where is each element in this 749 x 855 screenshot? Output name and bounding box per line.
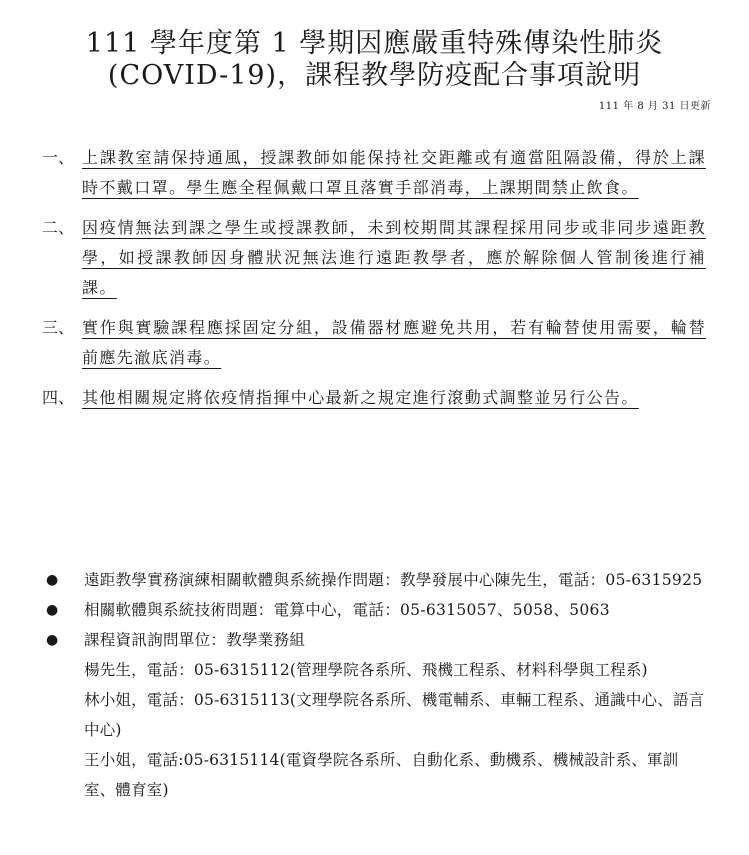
rule-text: 上課教室請保持通風，授課教師如能保持社交距離或有適當阻隔設備，得於上課時不戴口罩。學生應全程佩戴口罩且落實手部消毒，上課期間禁止飲食。 bbox=[82, 148, 706, 197]
update-date: 111 年 8 月 31 日更新 bbox=[598, 101, 711, 112]
contact-yang: 楊先生，電話：05-6315112(管理學院各系所、飛機工程系、材料科學與工程系) bbox=[84, 661, 648, 679]
rule-item-4 bbox=[42, 383, 706, 413]
contact-list bbox=[46, 565, 706, 805]
title-line-1: 111 學年度第 1 學期因應嚴重特殊傳染性肺炎 bbox=[85, 28, 664, 59]
title-line-2: (COVID-19)，課程教學防疫配合事項說明 bbox=[107, 60, 642, 91]
rule-item-3 bbox=[42, 313, 706, 373]
rule-number: 一、 bbox=[42, 148, 75, 167]
bullet-icon: ● bbox=[46, 572, 59, 588]
contact-lin: 林小姐，電話：05-6315113(文理學院各系所、機電輔系、車輛工程系、通識中心、語言中心) bbox=[84, 691, 705, 739]
rule-text: 因疫情無法到課之學生或授課教師，未到校期間其課程採用同步或非同步遠距教學，如授課教師因身體狀況無法進行遠距教學者，應於解除個人管制後進行補課。 bbox=[82, 218, 706, 297]
contact-text: 遠距教學實務演練相關軟體與系統操作問題：教學發展中心陳先生，電話：05-6315925 bbox=[84, 571, 703, 589]
rule-text: 其他相關規定將依疫情指揮中心最新之規定進行滾動式調整並另行公告。 bbox=[82, 388, 639, 407]
contact-software-support bbox=[46, 595, 706, 625]
contact-text: 課程資訊詢問單位：教學業務組 bbox=[84, 631, 306, 649]
rule-text: 實作與實驗課程應採固定分組，設備器材應避免共用，若有輪替使用需要，輪替前應先澈底消毒。 bbox=[82, 318, 706, 367]
contact-course-info bbox=[46, 625, 706, 655]
contact-remote-teaching bbox=[46, 565, 706, 595]
contact-text: 相關軟體與系統技術問題：電算中心，電話：05-6315057、5058、5063 bbox=[84, 601, 610, 619]
rule-number: 四、 bbox=[42, 388, 75, 407]
rule-item-2 bbox=[42, 213, 706, 303]
contact-wang: 王小姐，電話:05-6315114(電資學院各系所、自動化系、動機系、機械設計系、軍訓室、體育室) bbox=[84, 751, 679, 799]
rule-number: 二、 bbox=[42, 218, 75, 237]
rules-list bbox=[42, 143, 706, 423]
bullet-icon: ● bbox=[46, 632, 59, 648]
bullet-icon: ● bbox=[46, 602, 59, 618]
rule-item-1 bbox=[42, 143, 706, 203]
document-title bbox=[0, 28, 749, 92]
rule-number: 三、 bbox=[42, 318, 75, 337]
